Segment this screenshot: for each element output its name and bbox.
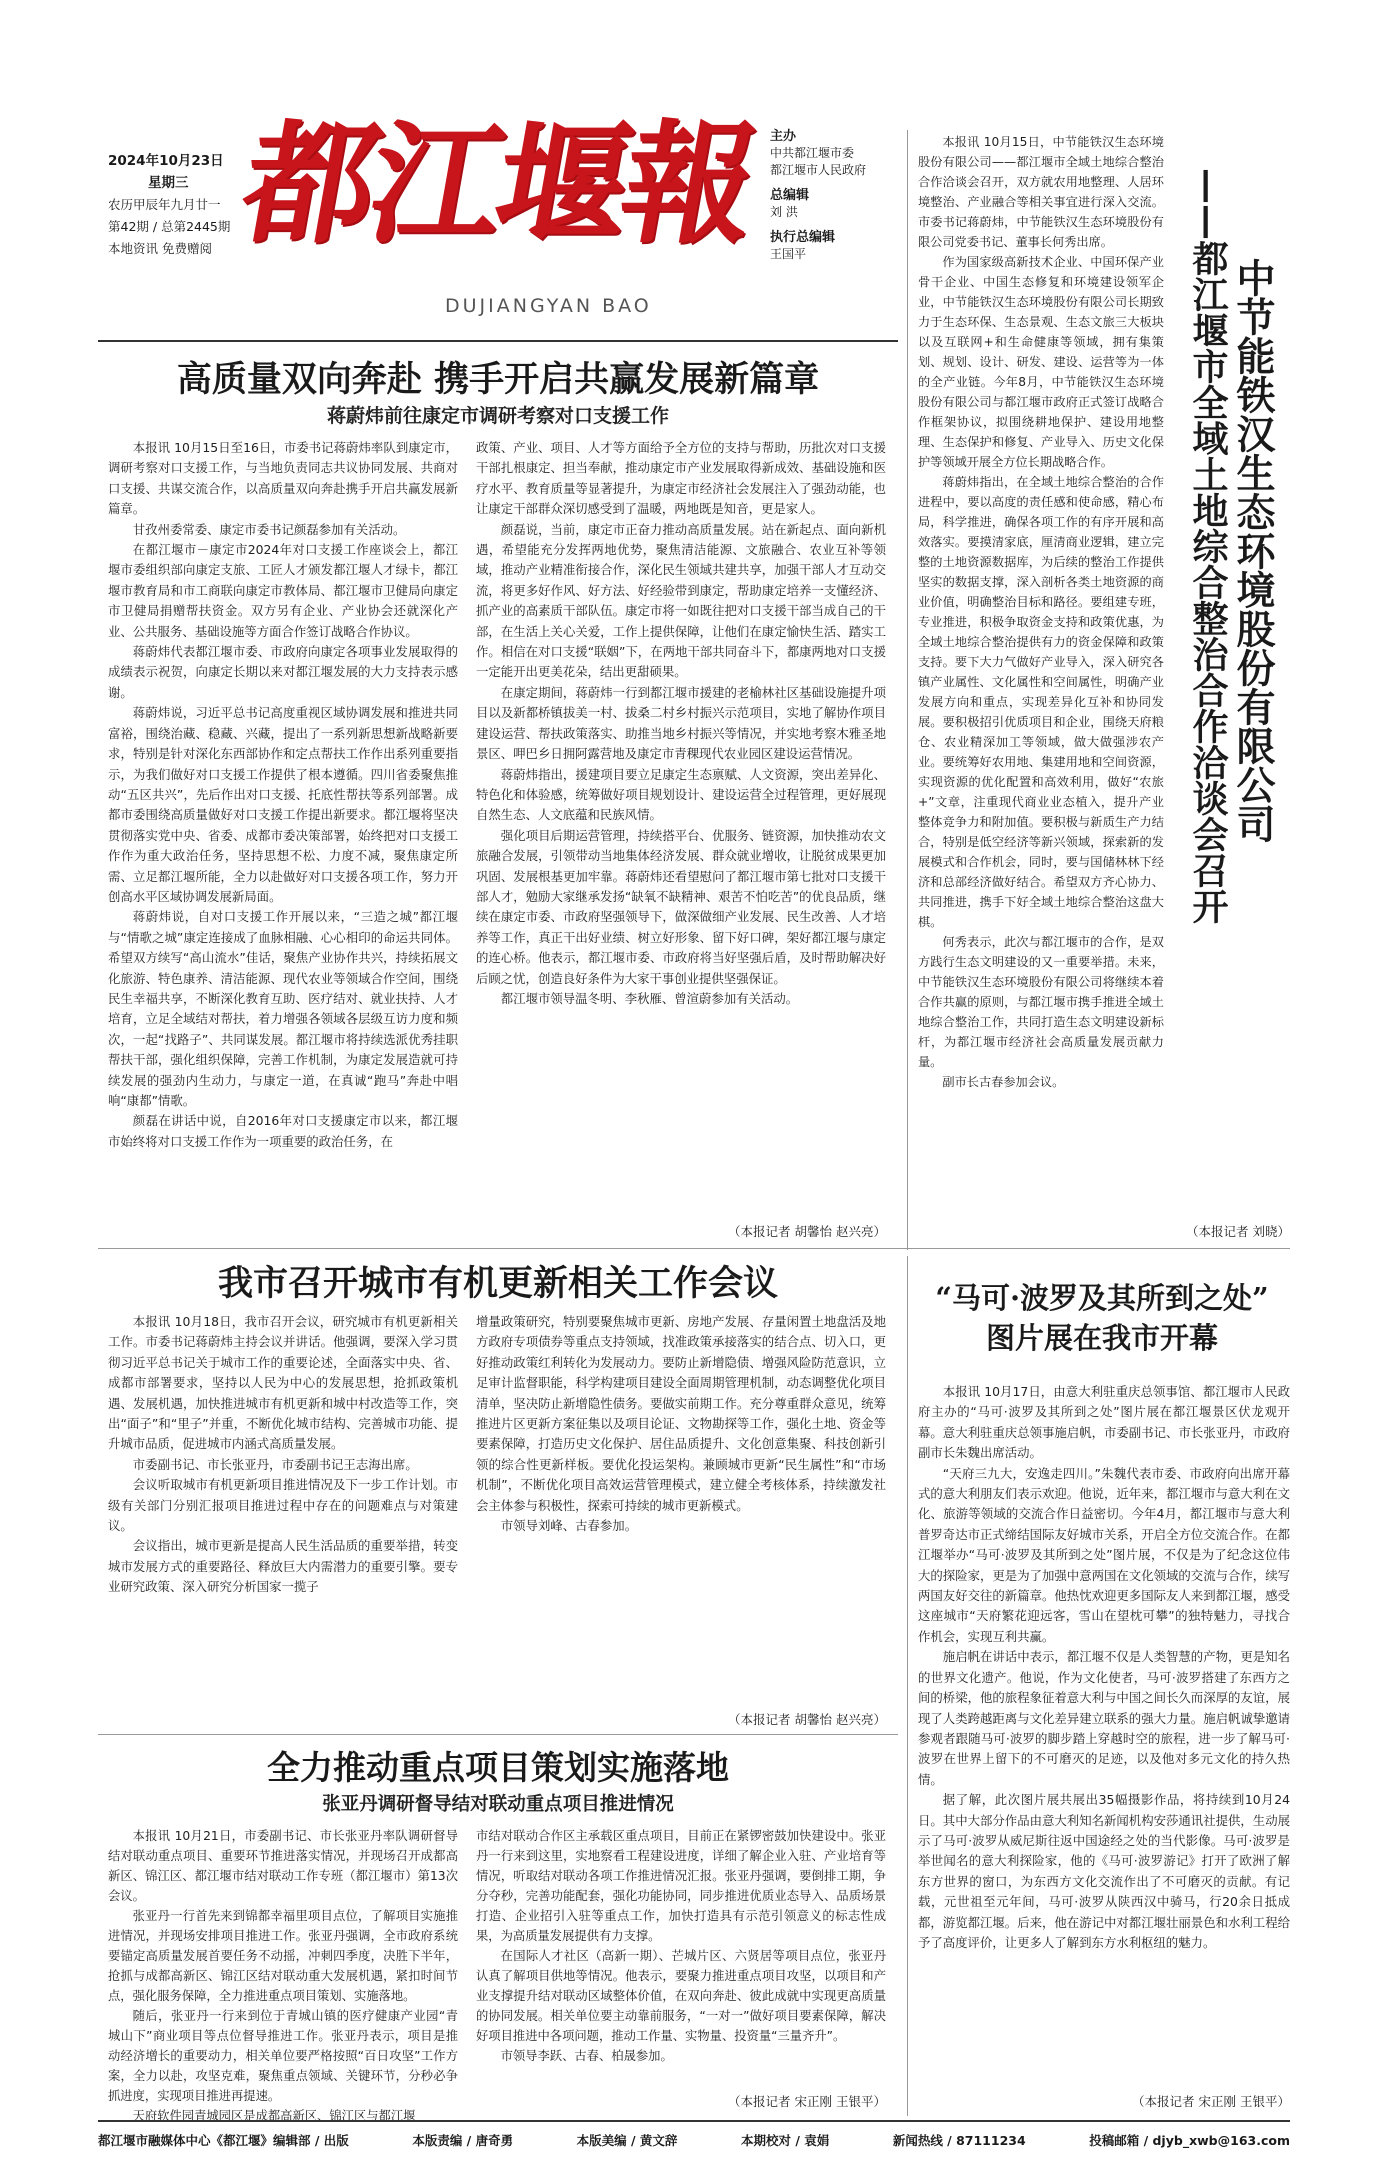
article1-para: 颜磊在讲话中说，自2016年对口支援康定市以来，都江堰市始终将对口支援工作作为一项重要的政治任务，在 [108,1113,458,1149]
article5-para: 市领导李跃、古春、柏晟参加。 [500,2049,673,2063]
footer-proof: 本期校对 / 袁娟 [740,2133,830,2148]
article3-byline: （本报记者 胡馨怡 赵兴亮） [728,1712,886,1727]
article1-para: 都江堰市领导温冬明、李秋雁、曾渲蔚参加有关活动。 [500,990,799,1006]
article3-para: 市领导刘峰、古春参加。 [500,1518,638,1534]
article1-col2 [476,438,886,1220]
exec-editor-name: 王国平 [770,247,807,261]
column-divider-lower [907,1256,908,2116]
footer-publisher: 都江堰市融媒体中心《都江堰》编辑部 / 出版 [98,2133,349,2148]
article3-headline: 我市召开城市有机更新相关工作会议 [217,1263,778,1304]
article5-para: 天府软件园青城园区是成都高新区、锦江区与都江堰 [132,2109,416,2123]
footer-designer: 本版美编 / 黄文辞 [576,2133,678,2148]
article4-para: 据了解，此次图片展共展出35幅摄影作品，将持续到10月24日。其中大部分作品由意大利知名新闻机构安莎通讯社提供，生动展示了马可·波罗从威尼斯往返中国途经之处的当代影像。马可·波罗是举世闻名的意大利探险家，他的《马可·波罗游记》打开了欧洲了解东方世界的窗口，为东西方文化交流作出了不可磨灭的贡献。有记载，元世祖至元年间，马可·波罗从陕西汉中骑马，行20余日抵成都，游览都江堰。后来，他在游记中对都江堰壮丽景色和水利工程给予了高度评价，让更多人了解到东方水利枢纽的魅力。 [918,1792,1290,1950]
newspaper-pinyin: DUJIANGYAN BAO [445,295,652,317]
article1-byline: （本报记者 胡馨怡 赵兴亮） [728,1224,886,1239]
article1-para: 蒋蔚炜指出，援建项目要立足康定生态禀赋、人文资源，突出差异化、特色化和体验感，统筹做好项目规划设计、建设运营全过程管理，更好展现自然生态、人文底蕴和民族风情。 [476,766,886,823]
article5-para: 市结对联动合作区主承载区重点项目，目前正在紧锣密鼓加快建设中。张亚丹一行来到这里，实地察看工程建设进度，详细了解企业入驻、产业培育等情况，听取结对联动各项工作推进情况汇报。张亚丹强调，要倒排工期，争分夺秒，完善功能配套，强化功能协同，同步推进优质业态导入、品质场景打造、企业招引入驻等重点工作，加快打造具有示范引领意义的标志性成果，为高质量发展提供有力支撑。 [476,1829,886,1943]
sponsor-2: 都江堰市人民政府 [770,163,867,177]
article4-para: 施启帆在讲话中表示，都江堰不仅是人类智慧的产物，更是知名的世界文化遗产。他说，作为文化使者，马可·波罗搭建了东西方之间的桥梁，他的旅程象征着意大利与中国之间长久而深厚的友谊，展现了人类跨越距离与文化差异建立联系的强大力量。施启帆诚挚邀请参观者跟随马可·波罗的脚步踏上穿越时空的旅程，进一步了解马可·波罗在世界上留下的不可磨灭的足迹，以及他对多元文化的持久热情。 [918,1649,1290,1787]
article3-para: 会议指出，城市更新是提高人民生活品质的重要举措，转变城市发展方式的重要路径、释放巨大内需潜力的重要引擎。要专业研究政策、深入研究分析国家一揽子 [108,1538,458,1595]
article2-para: 副市长古春参加会议。 [942,1075,1065,1089]
issue-number: 第42期 / 总第2445期 [108,219,231,234]
article3-col2 [476,1312,886,1707]
article1-para: 甘孜州委常委、康定市委书记颜磊参加有关活动。 [132,521,406,537]
article3-para: 本报讯 10月18日，我市召开会议，研究城市有机更新相关工作。市委书记蒋蔚炜主持会议并讲话。他强调，要深入学习贯彻习近平总书记关于城市工作的重要论述，全面落实中央、省、成都市部署要求，坚持以人民为中心的发展思想，抢抓政策机遇、发展机遇，加快推进城市有机更新和城中村改造等工作，突出“面子”和“里子”并重，不断优化城市结构、完善城市功能、提升城市品质，促进城市内涵式高质量发展。 [108,1314,458,1452]
article2-byline: （本报记者 刘晓） [1186,1224,1290,1239]
article1-para: 强化项目后期运营管理，持续搭平台、优服务、链资源，加快推动农文旅融合发展，引领带动当地集体经济发展、群众就业增收，让脱贫成果更加巩固、发展根基更加牢靠。蒋蔚炜还看望慰问了都江堰市第七批对口支援干部人才，勉励大家继承发扬“缺氧不缺精神、艰苦不怕吃苦”的优良品质，继续在康定市委、市政府坚强领导下，做深做细产业发展、民生改善、人才培养等工作，真正干出好业绩、树立好形象、留下好口碑，架好都江堰与康定的连心桥。他表示，都江堰市委、市政府将当好坚强后盾，及时帮助解决好后顾之忧，创造良好条件为大家干事创业提供坚强保证。 [476,827,886,986]
article4-body [918,1382,1290,2087]
sponsor-1: 中共都江堰市委 [770,146,855,160]
article3-para: 增量政策研究，特别要聚焦城市更新、房地产发展、存量闲置土地盘活及地方政府专项债券等重点支持领域，找准政策承接落实的结合点、切入口，更好推动政策红利转化为发展动力。要防止新增隐债、增强风险防范意识，立足审计监督职能，科学构建项目建设全面周期管理机制，动态调整优化项目清单，坚决防止新增隐性债务。要做实前期工作。充分尊重群众意见，统筹推进片区更新方案征集以及项目论证、文物勘探等工作，强化土地、资金等要素保障，打造历史文化保护、居住品质提升、文化创意集聚、科技创新引领的综合性更新样板。要优化投运架构。兼顾城市更新“民生属性”和“市场机制”，不断优化项目高效运营管理模式，建立健全考核体系，持续激发社会主体参与积极性，探索可持续的城市更新模式。 [476,1314,886,1513]
article5-col1 [108,1826,458,2123]
article2-para: 本报讯 10月15日，中节能铁汉生态环境股份有限公司——都江堰市全域土地综合整治合作洽谈会召开，双方就农用地整理、人居环境整治、产业融合等相关事宜进行深入交流。市委书记蒋蔚炜，中节能铁汉生态环境股份有限公司党委书记、董事长何秀出席。 [918,135,1164,249]
newspaper-title: 都江堰報 [231,107,763,262]
article1-para: 颜磊说，当前，康定市正奋力推动高质量发展。站在新起点、面向新机遇，希望能充分发挥两地优势，聚焦清洁能源、文旅融合、农业互补等领域，推动产业精准衔接合作，深化民生领域共建共享，加强干部人才互动交流，将更多好作风、好方法、好经验带到康定，帮助康定培养一支懂经济、抓产业的高素质干部队伍。康定市将一如既往把对口支援干部当成自己的干部，在生活上关心关爱，工作上提供保障，让他们在康定愉快生活、踏实工作。相信在对口支援“联姻”下，在两地干部共同奋斗下，都康两地对口支援一定能开出更美花朵，结出更甜硕果。 [476,521,886,680]
article3-para: 市委副书记、市长张亚丹，市委副书记王志海出席。 [132,1456,418,1472]
article1-para: 在都江堰市－康定市2024年对口支援工作座谈会上，都江堰市委组织部向康定支旅、工匠人才颁发都江堰人才绿卡，都江堰市教育局和市工商联向康定市教体局、都江堰市卫健局向康定市卫健局捐赠帮扶资金。双方另有企业、产业协会还就深化产业、公共服务、基础设施等方面合作签订战略合作协议。 [108,542,458,639]
sponsor-label: 主办 [770,129,797,144]
article5-headline: 全力推动重点项目策划实施落地 [267,1748,729,1787]
distribution-note: 本地资讯 免费赠阅 [108,241,212,256]
article2-headline-line2: ——都江堰市全域土地综合整治合作洽谈会召开 [1187,168,1229,924]
article2-headline-line1: 中节能铁汉生态环境股份有限公司 [1230,258,1276,843]
article4-para: 本报讯 10月17日，由意大利驻重庆总领事馆、都江堰市人民政府主办的“马可·波罗及其所到之处”图片展在都江堰景区伏龙观开幕。意大利驻重庆总领事施启帆，市委副书记、市长张亚丹，市政府副市长朱魏出席活动。 [918,1384,1290,1461]
article1-para: 蒋蔚炜说，自对口支援工作开展以来，“三造之城”都江堰与“情歌之城”康定连接成了血脉相融、心心相印的命运共同体。希望双方续写“高山流水”佳话，聚焦产业协作共兴，持续拓展文化旅游、特色康养、清洁能源、现代农业等领域合作空间，围绕民生幸福共享，不断深化教育互助、医疗结对、就业扶持、人才培育，立足全域结对帮扶，着力增强各领域各层级互访力度和频次，一起“找路子”、共同谋发展。都江堰市将持续选派优秀挂职帮扶干部，强化组织保障，完善工作机制，为康定发展造就可持续发展的强劲内生动力，与康定一道，在真诚“跑马”奔赴中唱响“康都”情歌。 [108,909,458,1108]
section-rule [98,1248,1290,1249]
article4-headline-line2: 图片展在我市开幕 [985,1321,1218,1355]
article2-para: 蒋蔚炜指出，在全域土地综合整治的合作进程中，要以高度的责任感和使命感，精心布局，科学推进，确保各项工作的有序开展和高效落实。要摸清家底，厘清商业逻辑，建立完整的土地资源数据库，为后续的整治工作提供坚实的数据支撑，深入剖析各类土地资源的商业价值，明确整治目标和路径。要组建专班，专业推进，积极争取资金支持和政策优惠，为全域土地综合整治提供有力的资金保障和政策支持。要下大力气做好产业导入，深入研究各镇产业属性、文化属性和空间属性，明确产业发展方向和重点，实现差异化互补和协同发展。要积极招引优质项目和企业，围绕天府粮仓、农业精深加工等领域，做大做强涉农产业。要统筹好农用地、集建用地和空间资源，实现资源的优化配置和高效利用，做好“农旅+”文章，注重现代商业业态植入，提升产业整体竞争力和附加值。要积极与新质生产力结合，特别是低空经济等新兴领域，探索新的发展模式和合作机会，同时，要与国储林林下经济和总部经济做好结合。希望双方齐心协力、共同推进，携手下好全域土地综合整治这盘大棋。 [918,475,1164,929]
sponsor-block [770,128,895,263]
article4-headline-line1: “马可·波罗及其所到之处” [935,1281,1269,1315]
article5-byline: （本报记者 宋正刚 王银平） [728,2094,886,2109]
article1-headline: 高质量双向奔赴 携手开启共赢发展新篇章 [176,359,820,400]
issue-date: 2024年10月23日 [108,153,224,169]
article1-para: 蒋蔚炜说，习近平总书记高度重视区域协调发展和推进共同富裕，围绕治藏、稳藏、兴藏，提出了一系列新思想新战略新要求，特别是针对深化东西部协作和定点帮扶工作作出系列重要指示，为我们做好对口支援工作提供了根本遵循。四川省委聚焦推动“五区共兴”，先后作出对口支援、托底性帮扶等系列部署。成都市委围绕高质量做好对口支援工作提出新要求。都江堰将坚决贯彻落实党中央、省委、成都市委决策部署，始终把对口支援工作作为重大政治任务，坚持思想不松、力度不减，聚焦康定所需、立足都江堰所能，全力以赴做好对口支援各项工作，努力开创高水平区域协调发展新局面。 [108,705,458,904]
article2-body [918,132,1164,1232]
article5-col2 [476,1826,886,2078]
article5-para: 在国际人才社区（高新一期）、芒城片区、六贤居等项目点位，张亚丹认真了解项目供地等情况。他表示，要聚力推进重点项目攻坚，以项目和产业支撑提升结对联动区域整体价值，在双向奔赴、彼此成就中实现更高质量的协同发展。相关单位要主动靠前服务，“一对一”做好项目要素保障，解决好项目推进中各项问题，推动工作量、实物量、投资量“三量齐升”。 [476,1949,886,2043]
article1-para: 在康定期间，蒋蔚炜一行到都江堰市援建的老榆林社区基础设施提升项目以及新都桥镇拔美一村、拔桑二村乡村振兴示范项目，实地了解协作项目建设运营、帮扶政策落实、助推当地乡村振兴等情况，并实地考察木雅圣地景区、呷巴乡日拥阿露营地及康定市青稞现代农业园区建设运营情况。 [476,684,886,762]
editor-label: 总编辑 [770,188,810,203]
article4-para: “天府三九大，安逸走四川。”朱魏代表市委、市政府向出席开幕式的意大利朋友们表示欢迎。他说，近年来，都江堰市与意大利在文化、旅游等领域的交流合作日益密切。今年4月，都江堰市与意大利普罗奇达市正式缔结国际友好城市关系，开启全方位交流合作。在都江堰举办“马可·波罗及其所到之处”图片展，不仅是为了纪念这位伟大的探险家，更是为了加强中意两国在文化领域的交流与合作，续写两国友好交往的新篇章。他热忱欢迎更多国际友人来到都江堰，感受这座城市“天府繁花迎远客，雪山在望枕可攀”的独特魅力，寻找合作机会，实现互利共赢。 [918,1465,1290,1644]
article5-para: 本报讯 10月21日，市委副书记、市长张亚丹率队调研督导结对联动重点项目、重要环节推进落实情况，并现场召开成都高新区、锦江区、都江堰市结对联动工作专班（都江堰市）第13次会议。 [108,1829,458,1903]
lunar-date: 农历甲辰年九月廿一 [108,197,221,212]
article3-col1 [108,1312,458,1722]
masthead-info [108,150,248,260]
masthead-logo [231,95,765,330]
article4-byline: （本报记者 宋正刚 王银平） [1132,2094,1290,2109]
column-divider [907,130,908,1250]
section-rule-2 [98,1734,898,1735]
footer-email[interactable]: 投稿邮箱 / djyb_xwb@163.com [1089,2133,1290,2148]
exec-editor-label: 执行总编辑 [770,230,836,245]
masthead-rule [98,340,898,342]
article5-para: 随后，张亚丹一行来到位于青城山镇的医疗健康产业园“青城山下”商业项目等点位督导推进工作。张亚丹表示，项目是推动经济增长的重要动力，相关单位要严格按照“百日攻坚”工作方案，全力以赴，攻坚克难，聚焦重点领域、关键环节，分秒必争抓进度，实现项目推进再提速。 [108,2009,458,2103]
article1-subhead: 蒋蔚炜前往康定市调研考察对口支援工作 [326,405,669,427]
article1-para: 蒋蔚炜代表都江堰市委、市政府向康定各项事业发展取得的成绩表示祝贺，向康定长期以来对都江堰发展的大力支持表示感谢。 [108,644,458,700]
article2-para: 何秀表示，此次与都江堰市的合作，是双方践行生态文明建设的又一重要举措。未来，中节能铁汉生态环境股份有限公司将继续本着合作共赢的原则，与都江堰市携手推进全域土地综合整治工作，共同打造生态文明建设新标杆，为都江堰市经济社会高质量发展贡献力量。 [918,935,1164,1069]
article3-para: 会议听取城市有机更新项目推进情况及下一步工作计划。市级有关部门分别汇报项目推进过程中存在的问题难点与对策建议。 [108,1477,458,1534]
article1-para: 政策、产业、项目、人才等方面给予全方位的支持与帮助，历批次对口支援干部扎根康定、担当奉献，推动康定市产业发展取得新成效、基础设施和医疗水平、教育质量等显著提升，为康定市经济社会发展注入了强劲动能，也让康定干部群众深切感受到了温暖，两地既是知音，更是家人。 [476,440,886,517]
article1-para: 本报讯 10月15日至16日，市委书记蒋蔚炜率队到康定市，调研考察对口支援工作，与当地负责同志共议协同发展、共商对口支援、共谋交流合作，以高质量双向奔赴携手开启共赢发展新篇章。 [108,440,458,517]
footer-bar [98,2120,1290,2150]
editor-name: 刘 洪 [770,205,798,219]
article1-col1 [108,438,458,1238]
article2-para: 作为国家级高新技术企业、中国环保产业骨干企业、中国生态修复和环境建设领军企业，中节能铁汉生态环境股份有限公司长期致力于生态环保、生态景观、生态文旅三大板块以及互联网+和生命健康等领域，拥有集策划、规划、设计、研发、建设、运营等为一体的全产业链。今年8月，中节能铁汉生态环境股份有限公司与都江堰市政府正式签订战略合作框架协议，拟围绕耕地保护、建设用地整理、生态保护和修复、产业导入、历史文化保护等领域开展全方位长期战略合作。 [918,255,1164,469]
footer-hotline: 新闻热线 / 87111234 [892,2133,1026,2148]
article5-subhead: 张亚丹调研督导结对联动重点项目推进情况 [322,1794,674,1815]
footer-editor: 本版责编 / 唐奇勇 [412,2133,514,2148]
article5-para: 张亚丹一行首先来到锦都幸福里项目点位，了解项目实施推进情况，并现场安排项目推进工作。张亚丹强调，全市政府系统要锚定高质量发展首要任务不动摇，冲刺四季度，决胜下半年，抢抓与成都高新区、锦江区结对联动重大发展机遇，紧扣时间节点，强化服务保障，全力推进重点项目策划、实施落地。 [108,1909,458,2003]
issue-weekday: 星期三 [148,175,189,191]
